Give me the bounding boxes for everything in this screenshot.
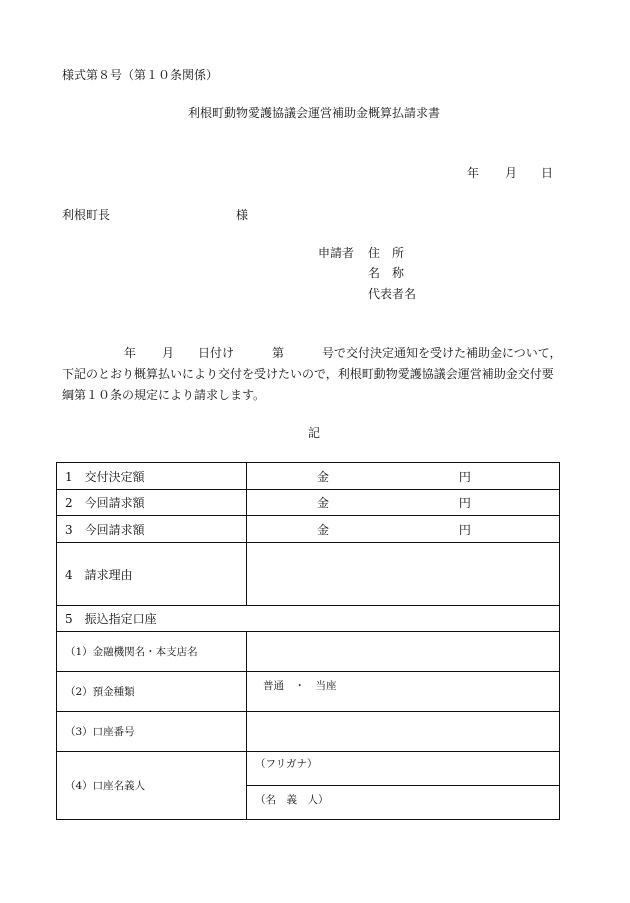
kin-label: 金 (317, 522, 330, 537)
yen-label: 円 (458, 469, 471, 484)
request-reason-cell (247, 543, 560, 606)
form-number: 様式第８号（第１０条関係） (62, 68, 219, 82)
date-year: 年 (467, 166, 480, 180)
addressee-honorific: 様 (236, 208, 249, 222)
table-row (57, 463, 560, 490)
kin-label: 金 (317, 496, 330, 510)
table-row (57, 543, 560, 606)
body-line2: 下記のとおり概算払いにより交付を受けたいので，利根町動物愛護協議会運営補助金交付要 (62, 367, 554, 381)
request-table (56, 462, 560, 820)
decided-amount-label: 1 交付決定額 (57, 463, 247, 490)
table-row (57, 712, 560, 752)
body-dai: 第 (272, 346, 285, 360)
account-number-label: （3）口座番号 (57, 712, 247, 752)
request-amount-label-2: 3 今回請求額 (57, 516, 247, 543)
deposit-type-cell (247, 672, 560, 712)
ki-heading: 記 (308, 426, 321, 440)
body-line3: 綱第１０条の規定により請求します。 (62, 388, 266, 402)
decided-amount-cell (247, 463, 560, 490)
table-row (57, 672, 560, 712)
account-holder-furigana-cell (247, 752, 560, 786)
addressee-name: 利根町長 (62, 208, 111, 222)
yen-label: 円 (458, 522, 471, 537)
deposit-type-label: （2）預金種類 (57, 672, 247, 712)
date-month: 月 (505, 166, 518, 180)
yen-label: 円 (458, 496, 471, 510)
deposit-type-options: 普通 ・ 当座 (263, 680, 337, 692)
bank-name-cell (247, 632, 560, 672)
request-reason-label: 4 請求理由 (57, 543, 247, 606)
table-row (57, 632, 560, 672)
table-row (57, 490, 560, 516)
furigana-label: （フリガナ） (255, 758, 318, 770)
applicant-representative-label: 代表者名 (368, 287, 417, 301)
transfer-account-heading: 5 振込指定口座 (57, 606, 560, 632)
table-row (57, 752, 560, 786)
kin-label: 金 (317, 469, 330, 484)
applicant-name-label: 名 称 (368, 266, 405, 280)
table-row (57, 516, 560, 543)
meigi-label: （名 義 人） (255, 794, 329, 806)
applicant-address-label: 住 所 (368, 246, 405, 260)
body-line1-rest: 号で交付決定通知を受けた補助金について， (322, 346, 562, 360)
document-title: 利根町動物愛護協議会運営補助金概算払請求書 (188, 106, 441, 120)
bank-name-label: （1）金融機関名・本支店名 (57, 632, 247, 672)
account-number-cell (247, 712, 560, 752)
account-holder-name-cell (247, 786, 560, 820)
request-amount-label: 2 今回請求額 (57, 490, 247, 516)
date-day: 日 (541, 166, 554, 180)
body-year: 年 (124, 346, 137, 360)
body-dated: 日付け (198, 346, 235, 360)
applicant-prefix: 申請者 (318, 246, 355, 260)
request-amount-cell (247, 490, 560, 516)
account-holder-label: （4）口座名義人 (57, 752, 247, 820)
table-row (57, 606, 560, 632)
request-amount-cell-2 (247, 516, 560, 543)
body-month: 月 (162, 346, 175, 360)
